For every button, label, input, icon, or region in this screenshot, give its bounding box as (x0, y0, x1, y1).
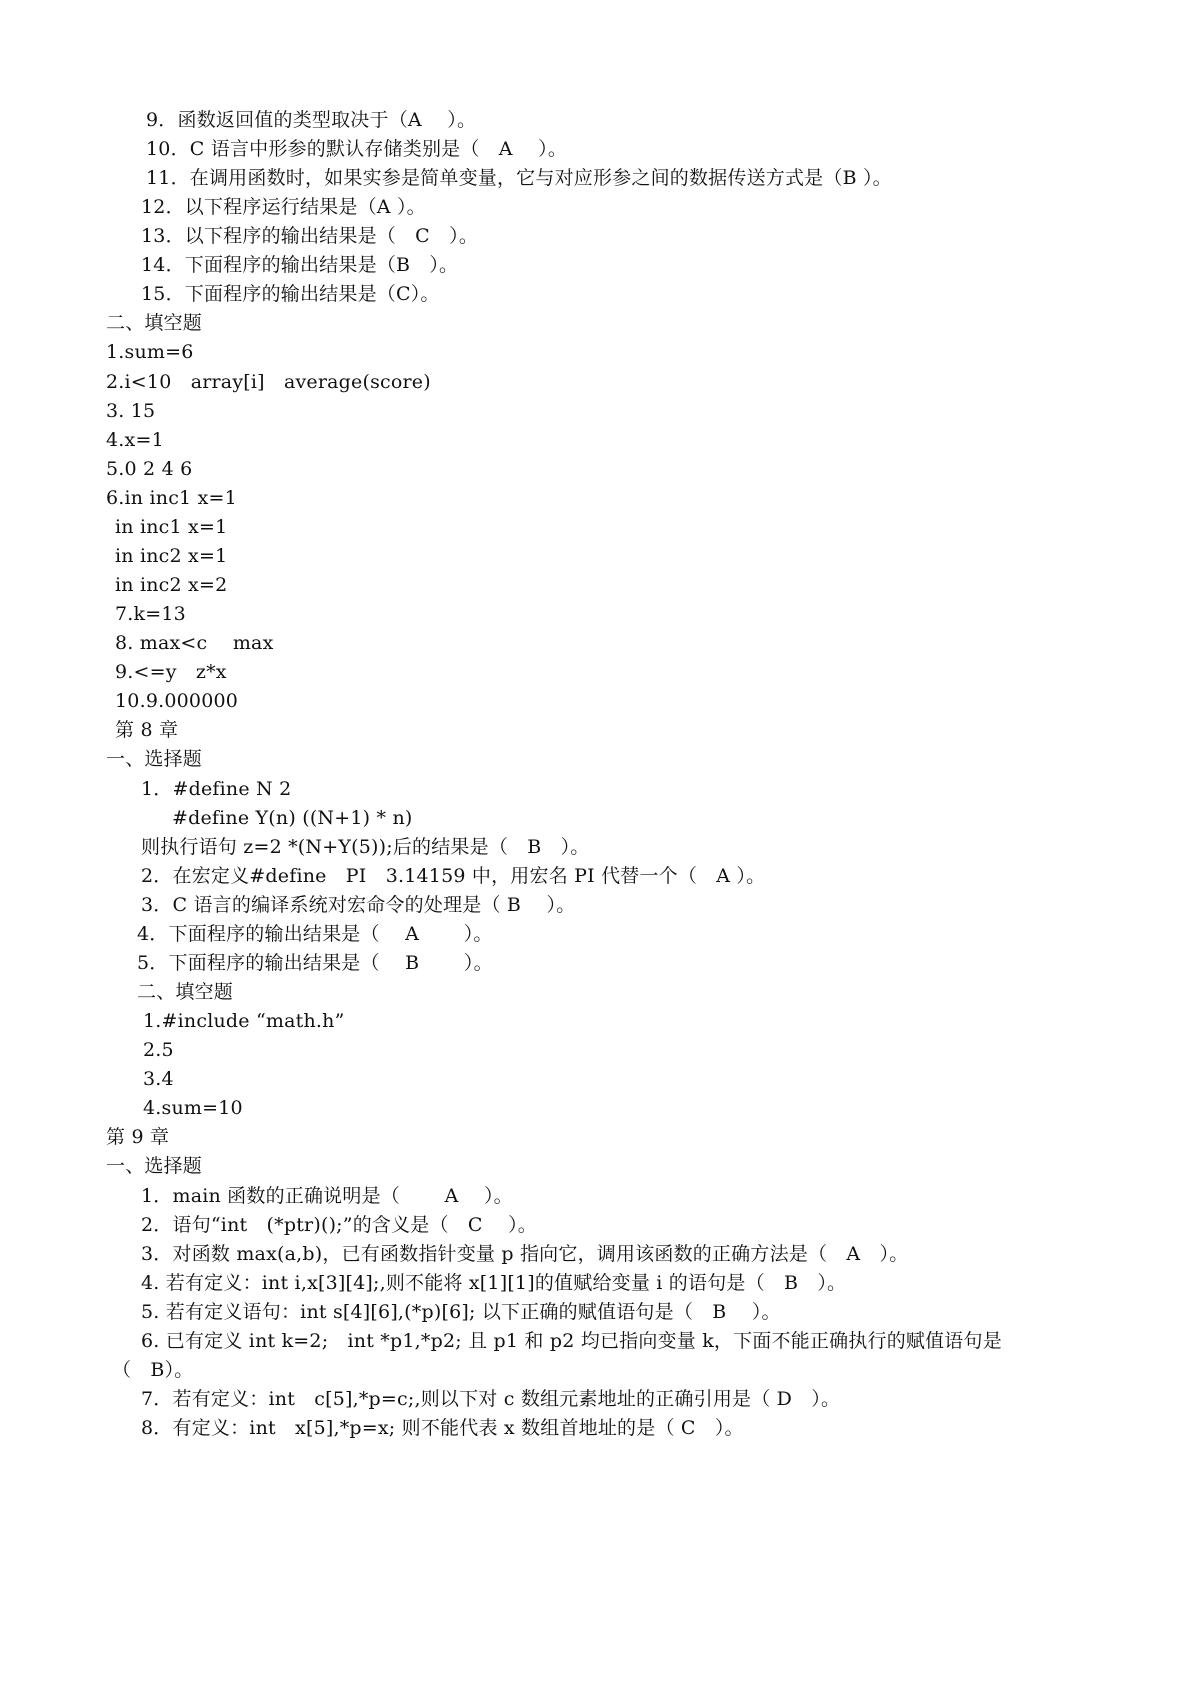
answer-line: 1．main 函数的正确说明是（ A ）。 (141, 1185, 513, 1207)
answer-line: 3．对函数 max(a,b)，已有函数指针变量 p 指向它，调用该函数的正确方法是（ A ）。 (141, 1243, 909, 1265)
answer-line: 3. 15 (106, 400, 156, 422)
answer-line: 15．下面程序的输出结果是（C）。 (141, 283, 440, 305)
answer-line: 7．若有定义：int c[5],*p=c;,则以下对 c 数组元素地址的正确引用是（ D ）。 (141, 1388, 841, 1410)
answer-line: 2.i<10 array[i] average(score) (106, 371, 431, 393)
answer-line: in inc2 x=1 (115, 545, 228, 567)
section-heading: 一、选择题 (106, 1155, 203, 1177)
answer-line: #define Y(n) ((N+1) * n) (172, 807, 413, 829)
section-heading: 二、填空题 (106, 312, 203, 334)
answer-line: 5．下面程序的输出结果是（ B ）。 (137, 952, 493, 974)
answer-line: 13．以下程序的输出结果是（ C ）。 (141, 225, 479, 247)
answer-line: 10.9.000000 (115, 690, 239, 712)
answer-line: 5. 若有定义语句：int s[4][6],(*p)[6]; 以下正确的赋值语句是（ B ）。 (141, 1301, 781, 1323)
answer-line: 8. max<c max (115, 632, 274, 654)
chapter-heading: 第 8 章 (115, 719, 179, 741)
answer-line: 则执行语句 z=2 *(N+Y(5));后的结果是（ B ）。 (141, 836, 590, 858)
answer-line: 4.x=1 (106, 429, 164, 451)
answer-line: 1.sum=6 (106, 341, 194, 363)
answer-line: 3．C 语言的编译系统对宏命令的处理是（ B ）。 (141, 894, 576, 916)
answer-line: in inc1 x=1 (115, 516, 228, 538)
answer-line: 11．在调用函数时，如果实参是简单变量，它与对应形参之间的数据传送方式是（B ）。 (146, 167, 892, 189)
answer-line: 9．函数返回值的类型取决于（A ）。 (146, 109, 477, 131)
answer-line: 14．下面程序的输出结果是（B ）。 (141, 254, 459, 276)
answer-line: 10．C 语言中形参的默认存储类别是（ A ）。 (146, 138, 568, 160)
answer-line: 4．下面程序的输出结果是（ A ）。 (137, 923, 493, 945)
answer-line: 1.#include “math.h” (143, 1010, 345, 1032)
answer-line: 6.in inc1 x=1 (106, 487, 237, 509)
answer-line: 3.4 (143, 1068, 174, 1090)
answer-line: 8．有定义：int x[5],*p=x; 则不能代表 x 数组首地址的是（ C ）。 (141, 1417, 744, 1439)
answer-line: 7.k=13 (115, 603, 186, 625)
answer-line: 1．#define N 2 (141, 778, 292, 800)
answer-line: 9.<=y z*x (115, 661, 227, 683)
answer-line: 2．在宏定义#define PI 3.14159 中，用宏名 PI 代替一个（ A ）。 (141, 865, 766, 887)
answer-line: （ B）。 (112, 1359, 194, 1381)
section-heading: 二、填空题 (137, 981, 234, 1003)
answer-line: 6. 已有定义 int k=2; int *p1,*p2; 且 p1 和 p2 均已指向变量 k，下面不能正确执行的赋值语句是 (141, 1330, 1002, 1352)
answer-line: 4. 若有定义：int i,x[3][4];,则不能将 x[1][1]的值赋给变量 i 的语句是（ B ）。 (141, 1272, 847, 1294)
answer-line: 4.sum=10 (143, 1097, 243, 1119)
answer-line: 5.0 2 4 6 (106, 458, 193, 480)
section-heading: 一、选择题 (106, 748, 203, 770)
answer-line: 2.5 (143, 1039, 174, 1061)
answer-line: in inc2 x=2 (115, 574, 228, 596)
chapter-heading: 第 9 章 (106, 1126, 170, 1148)
answer-line: 2．语句“int (*ptr)();”的含义是（ C ）。 (141, 1214, 537, 1236)
answer-line: 12．以下程序运行结果是（A ）。 (141, 196, 426, 218)
